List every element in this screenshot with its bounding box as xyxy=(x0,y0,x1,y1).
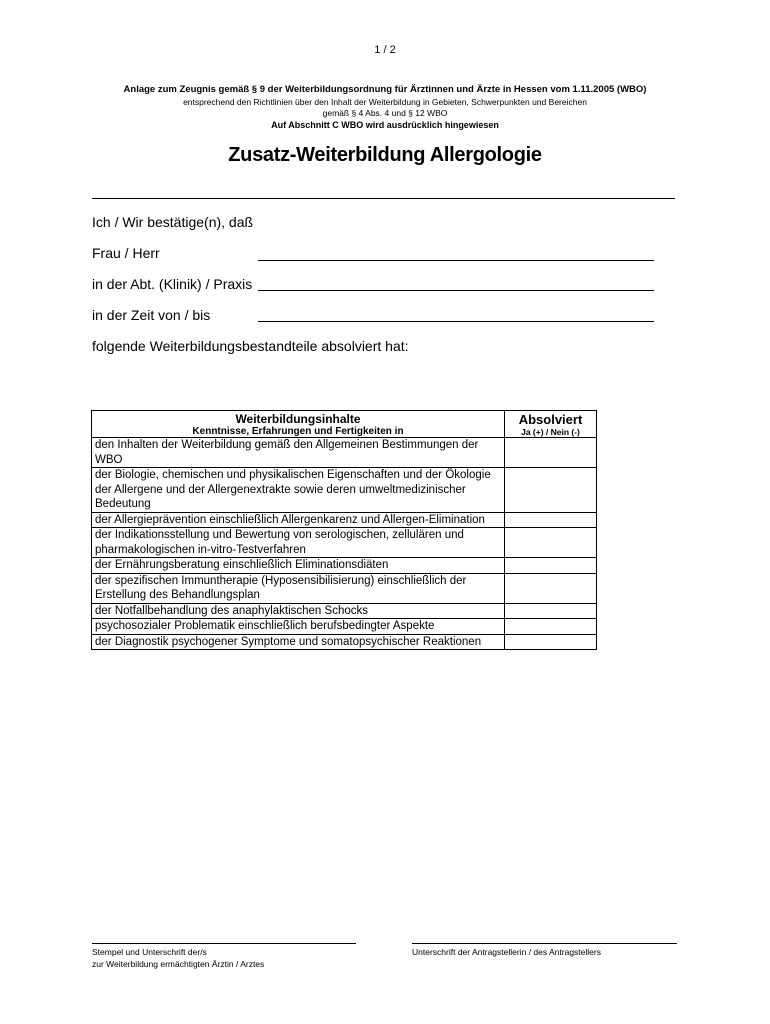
status-cell[interactable] xyxy=(505,468,597,513)
content-cell: der spezifischen Immuntherapie (Hyposensibilisierung) einschließlich der Erstellung des Behandlungsplan xyxy=(92,573,505,603)
status-cell[interactable] xyxy=(505,573,597,603)
table-row xyxy=(92,512,597,528)
content-header-subtitle: Kenntnisse, Erfahrungen und Fertigkeiten in xyxy=(192,426,404,437)
content-cell: der Allergieprävention einschließlich Allergenkarenz und Allergen-Elimination xyxy=(92,512,505,528)
table-row xyxy=(92,558,597,574)
status-header-subtitle: Ja (+) / Nein (-) xyxy=(521,427,580,437)
status-cell[interactable] xyxy=(505,438,597,468)
applicant-signature-line[interactable] xyxy=(412,943,677,944)
table-row xyxy=(92,528,597,558)
status-cell[interactable] xyxy=(505,634,597,650)
table-row xyxy=(92,438,597,468)
content-cell: den Inhalten der Weiterbildung gemäß den Allgemeinen Bestimmungen der WBO xyxy=(92,438,505,468)
content-column-header xyxy=(92,411,505,438)
page-title: Zusatz-Weiterbildung Allergologie xyxy=(228,144,542,166)
applicant-signature-caption: Unterschrift der Antragstellerin / des Antragstellers xyxy=(412,947,601,957)
status-cell[interactable] xyxy=(505,528,597,558)
supervisor-caption-line1: Stempel und Unterschrift der/s xyxy=(92,947,207,957)
page-number: 1 / 2 xyxy=(374,44,396,56)
name-label: Frau / Herr xyxy=(92,245,160,261)
content-cell: der Indikationsstellung und Bewertung von serologischen, zellulären und pharmakologischen in-vitro-Testverfahren xyxy=(92,528,505,558)
table-row xyxy=(92,619,597,635)
department-label: in der Abt. (Klinik) / Praxis xyxy=(92,276,253,292)
table-row xyxy=(92,573,597,603)
status-header-title: Absolviert xyxy=(518,412,583,427)
confirmation-text: Ich / Wir bestätige(n), daß xyxy=(92,214,254,230)
header-regulation-title: Anlage zum Zeugnis gemäß § 9 der Weiterbildungsordnung für Ärztinnen und Ärzte in Hessen vom 1.11.2005 (WBO) xyxy=(123,84,647,95)
period-label: in der Zeit von / bis xyxy=(92,307,211,323)
content-cell: der Diagnostik psychogener Symptome und somatopsychischer Reaktionen xyxy=(92,634,505,650)
status-cell[interactable] xyxy=(505,512,597,528)
table-row xyxy=(92,468,597,513)
department-field-line[interactable] xyxy=(258,290,654,291)
status-cell[interactable] xyxy=(505,619,597,635)
table-row xyxy=(92,634,597,650)
supervisor-caption-line2: zur Weiterbildung ermächtigten Ärztin / Arztes xyxy=(92,959,265,969)
header-guidelines-text: entsprechend den Richtlinien über den Inhalt der Weiterbildung in Gebieten, Schwerpunkten und Bereichen xyxy=(183,97,587,107)
table-row xyxy=(92,603,597,619)
supervisor-signature-caption xyxy=(92,946,264,970)
status-cell[interactable] xyxy=(505,603,597,619)
completed-components-text: folgende Weiterbildungsbestandteile absolviert hat: xyxy=(92,338,409,354)
name-field-line[interactable] xyxy=(258,260,654,261)
table-header-row xyxy=(92,411,597,438)
header-paragraph-reference: gemäß § 4 Abs. 4 und § 12 WBO xyxy=(322,108,448,118)
period-field-line[interactable] xyxy=(258,321,654,322)
content-cell: psychosozialer Problematik einschließlich berufsbedingter Aspekte xyxy=(92,619,505,635)
supervisor-signature-line[interactable] xyxy=(92,943,356,944)
header-notice: Auf Abschnitt C WBO wird ausdrücklich hingewiesen xyxy=(271,120,499,130)
status-column-header xyxy=(505,411,597,438)
title-divider xyxy=(92,198,675,199)
status-cell[interactable] xyxy=(505,558,597,574)
content-cell: der Biologie, chemischen und physikalischen Eigenschaften und der Ökologie der Allergene und der Allergenextrakte sowie deren umweltmedizinischer Bedeutung xyxy=(92,468,505,513)
content-header-title: Weiterbildungsinhalte xyxy=(235,412,361,426)
content-cell: der Ernährungsberatung einschließlich Eliminationsdiäten xyxy=(92,558,505,574)
training-content-table xyxy=(91,410,597,650)
content-cell: der Notfallbehandlung des anaphylaktischen Schocks xyxy=(92,603,505,619)
